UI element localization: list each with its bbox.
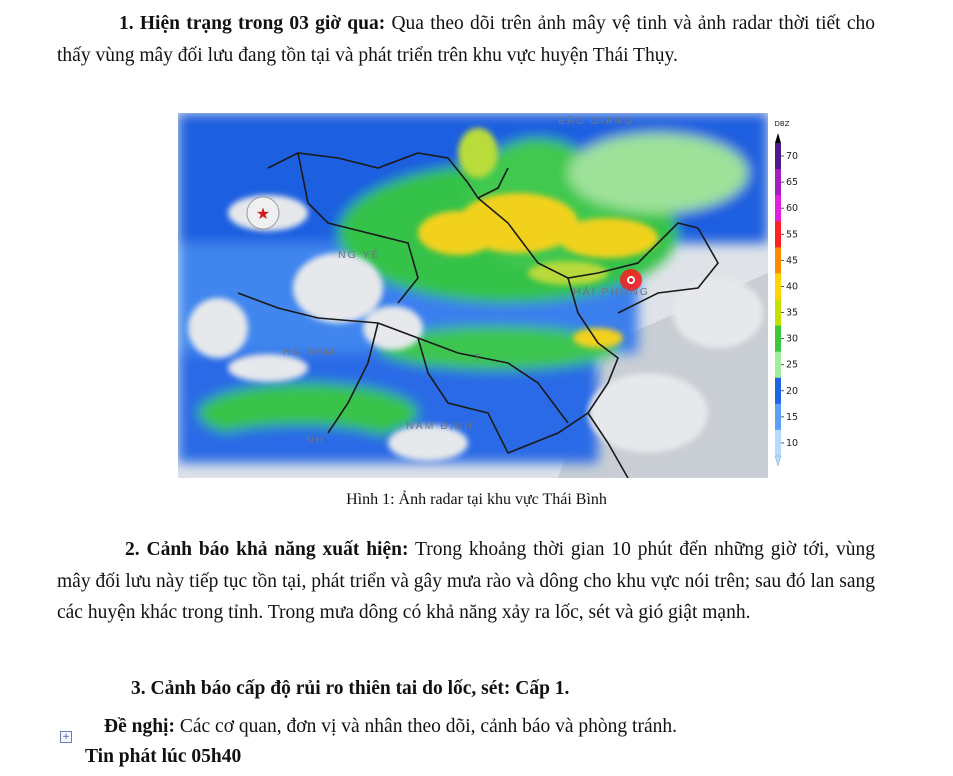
- legend-swatch-30: [775, 326, 781, 353]
- map-label-ha-nam: HÀ NAM: [283, 346, 336, 358]
- map-label-hai-phong: HẢI PHÒNG: [573, 286, 650, 298]
- legend-swatch-35: [775, 300, 781, 327]
- legend-label-10: 10: [785, 437, 798, 449]
- svg-text:★: ★: [255, 204, 271, 223]
- section-warning: [57, 534, 875, 629]
- legend-label-30: 30: [785, 333, 798, 345]
- legend-label-40: 40: [785, 281, 798, 293]
- legend-label-70: 70: [785, 151, 798, 163]
- legend-swatch-65: [775, 169, 781, 196]
- legend-swatch-70: [775, 143, 781, 170]
- section-current-status-heading: 1. Hiện trạng trong 03 giờ qua:: [119, 13, 386, 34]
- map-label-hung-yen: NG YÊ: [338, 249, 381, 261]
- figure-caption: Hình 1: Ảnh radar tại khu vực Thái Bình: [346, 491, 607, 508]
- legend-swatch-20: [775, 378, 781, 405]
- map-label-t: T: [474, 352, 483, 364]
- section-current-status-text: Qua theo dõi trên ảnh mây vệ tinh và ảnh radar thời tiết cho thấy vùng mây đối lưu đang tồn tại và phát triển trên khu vực huyện Thái Thụy.: [57, 13, 875, 66]
- legend-swatch-10: [775, 430, 781, 457]
- legend-swatch-25: [775, 352, 781, 379]
- legend-label-45: 45: [785, 255, 798, 267]
- legend-label-20: 20: [785, 385, 798, 397]
- legend-unit: DBZ: [774, 120, 790, 128]
- legend-swatch-15: [775, 404, 781, 431]
- table-anchor-icon[interactable]: +: [60, 731, 72, 743]
- map-label-nam-dinh: NAM ĐỊNH: [406, 420, 474, 432]
- legend-swatch-40: [775, 273, 781, 300]
- map-label-nh: NH: [306, 434, 326, 446]
- radar-image: [178, 113, 798, 478]
- map-label-bac-giang: BẮC GIANG: [558, 115, 635, 127]
- legend-label-60: 60: [785, 203, 798, 215]
- section-risk-level: [57, 673, 875, 705]
- legend-swatch-60: [775, 195, 781, 222]
- issued-time: Tin phát lúc 05h40: [85, 746, 242, 767]
- legend-swatch-45: [775, 247, 781, 274]
- section-risk-level-text: 3. Cảnh báo cấp độ rủi ro thiên tai do lốc, sét: Cấp 1.: [131, 678, 570, 699]
- legend-label-25: 25: [785, 359, 798, 371]
- legend-label-55: 55: [785, 229, 798, 241]
- legend-label-15: 15: [785, 411, 798, 423]
- section-recommendation-text: Các cơ quan, đơn vị và nhân theo dõi, cảnh báo và phòng tránh.: [174, 716, 677, 737]
- section-warning-heading: 2. Cảnh báo khả năng xuất hiện:: [125, 539, 409, 560]
- legend-label-35: 35: [785, 307, 798, 319]
- section-recommendation-heading: Đề nghị:: [104, 716, 175, 737]
- section-warning-text: Trong khoảng thời gian 10 phút đến những giờ tới, vùng mây đối lưu này tiếp tục tồn tại, phát triển và gây mưa rào và dông cho khu vực nói trên; sau đó lan sang các huyện khác trong tỉnh. Trong mưa dông có khả năng xảy ra lốc, sét và gió giật mạnh.: [57, 539, 876, 623]
- section-recommendation: [104, 711, 884, 743]
- section-current-status: [57, 8, 875, 71]
- legend-label-65: 65: [785, 177, 798, 189]
- legend-swatch-55: [775, 221, 781, 248]
